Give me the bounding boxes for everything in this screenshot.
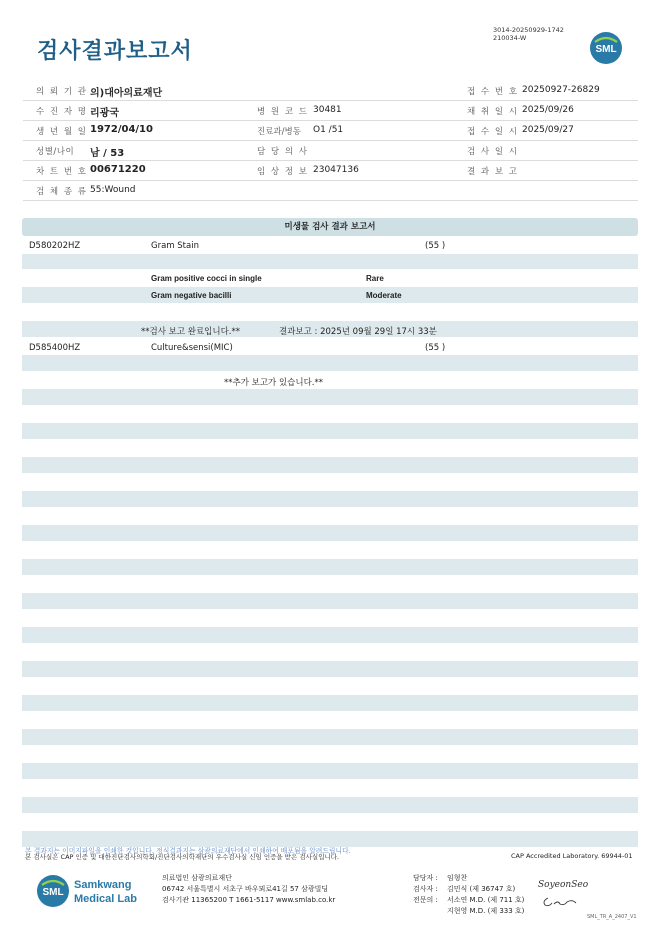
result-quantity: Rare <box>366 274 384 283</box>
info-row <box>23 100 638 121</box>
report-timestamp: 결과보고 : 2025년 09월 29일 17시 33분 <box>279 327 437 337</box>
row-stripe <box>22 287 638 303</box>
report-label: 결 과 보 고 <box>467 167 519 177</box>
result-organism: Gram negative bacilli <box>151 291 232 300</box>
row-stripe <box>22 729 638 745</box>
print-notice: 본 결과지는 이미지파일을 인쇄한 것입니다. 정식결과지는 삼광의료재단에서 인쇄하여 배포됨을 알려드립니다. <box>25 847 351 855</box>
specimen-value: 55:Wound <box>90 185 136 195</box>
signature <box>540 895 580 909</box>
organization-address: 06742 서울특별시 서초구 바우뫼로41길 57 삼광빌딩 <box>162 885 329 893</box>
specimen-label: 검 체 종 류 <box>36 187 88 197</box>
hospital-code-value: 30481 <box>313 105 342 115</box>
sml-logo-text: SML <box>595 44 617 55</box>
info-row <box>23 160 638 181</box>
organization-name: 의료법인 삼광의료재단 <box>162 874 232 882</box>
manager-label: 담당자 : <box>413 874 438 882</box>
sex-age-value: 남 / 53 <box>90 148 125 159</box>
dept-value: O1 /51 <box>313 125 344 135</box>
completion-note: **검사 보고 완료입니다.** <box>141 327 241 337</box>
chart-label: 차 트 번 호 <box>36 167 88 177</box>
dept-label: 진료과/병동 <box>257 127 301 137</box>
row-stripe <box>22 661 638 677</box>
receipt-date-value: 2025/09/27 <box>522 125 574 135</box>
row-stripe <box>22 525 638 541</box>
document-id-line1: 3014-20250929-1742 <box>493 26 564 34</box>
row-stripe <box>22 797 638 813</box>
document-id <box>493 26 564 42</box>
patient-value: 리광국 <box>90 108 119 119</box>
receipt-no-value: 20250927-26829 <box>522 85 600 95</box>
row-stripe <box>22 423 638 439</box>
hospital-code-label: 병 원 코 드 <box>257 107 309 117</box>
samkwang-logo-line1: Samkwang <box>74 879 132 891</box>
certification-note: 본 검사실은 CAP 인증 및 대한진단검사의학회/진단검사의학재단의 우수검사실 신임 인증을 받은 검사실입니다. <box>25 853 340 861</box>
result-organism: Gram positive cocci in single <box>151 274 262 283</box>
test-name: Gram Stain <box>151 241 199 251</box>
cap-accreditation: CAP Accredited Laboratory. 69944-01 <box>511 852 633 860</box>
section-title-bar <box>22 218 638 236</box>
info-row <box>23 140 638 161</box>
requester-value: 의)대아의료재단 <box>90 88 163 99</box>
info-row <box>23 120 638 141</box>
test-code: D580202HZ <box>29 241 81 251</box>
row-stripe <box>22 763 638 779</box>
tester-name: 김민식 (제 36747 호) <box>447 885 516 893</box>
requester-label: 의 뢰 기 관 <box>36 87 88 97</box>
chart-value: 00671220 <box>90 164 146 175</box>
row-stripe <box>22 491 638 507</box>
sml-logo <box>589 31 623 65</box>
row-stripe <box>22 559 638 575</box>
birth-label: 생 년 월 일 <box>36 127 88 137</box>
specialist-label: 전문의 : <box>413 896 438 904</box>
test-specimen: (55 ) <box>425 241 446 251</box>
organization-contact: 검사기관 11365200 T 1661-5117 www.smlab.co.kr <box>162 896 336 904</box>
specialist-name: 지현영 M.D. (제 333 호) <box>447 907 525 915</box>
row-stripe <box>22 254 638 269</box>
patient-label: 수 진 자 명 <box>36 107 88 117</box>
sex-age-label: 성별/나이 <box>36 147 75 157</box>
info-row <box>23 80 638 101</box>
additional-report-note: **추가 보고가 있습니다.** <box>224 378 324 388</box>
row-stripe <box>22 457 638 473</box>
section-title: 미생물 검사 결과 보고서 <box>284 222 376 232</box>
page-title: 검사결과보고서 <box>37 39 193 64</box>
row-stripe <box>22 593 638 609</box>
clinical-value: 23047136 <box>313 165 359 175</box>
receipt-no-label: 접 수 번 호 <box>467 87 519 97</box>
collect-date-label: 채 취 일 시 <box>467 107 519 117</box>
row-stripe <box>22 695 638 711</box>
tester-label: 검사자 : <box>413 885 438 893</box>
info-row <box>23 180 638 201</box>
row-stripe <box>22 627 638 643</box>
birth-value: 1972/04/10 <box>90 124 153 135</box>
row-stripe <box>22 355 638 371</box>
manager-name: 임형찬 <box>447 874 468 882</box>
staff-info <box>413 873 524 917</box>
test-date-label: 검 사 일 시 <box>467 147 519 157</box>
collect-date-value: 2025/09/26 <box>522 105 574 115</box>
samkwang-logo <box>36 873 146 909</box>
result-quantity: Moderate <box>366 291 402 300</box>
row-stripe <box>22 389 638 405</box>
doctor-label: 담 당 의 사 <box>257 147 309 157</box>
test-specimen: (55 ) <box>425 343 446 353</box>
samkwang-logo-mark: SML <box>42 887 64 898</box>
form-id: SML_TR_A_2407_V1 <box>587 914 637 920</box>
signature: SoyeonSeo <box>538 880 589 890</box>
test-code: D585400HZ <box>29 343 81 353</box>
receipt-date-label: 접 수 일 시 <box>467 127 519 137</box>
clinical-label: 임 상 정 보 <box>257 167 309 177</box>
organization-info <box>162 873 335 906</box>
document-id-line2: 210034-W <box>493 34 527 42</box>
samkwang-logo-line2: Medical Lab <box>74 893 137 905</box>
specialist-name: 서소연 M.D. (제 711 호) <box>447 896 525 904</box>
test-name: Culture&sensi(MIC) <box>151 343 233 353</box>
